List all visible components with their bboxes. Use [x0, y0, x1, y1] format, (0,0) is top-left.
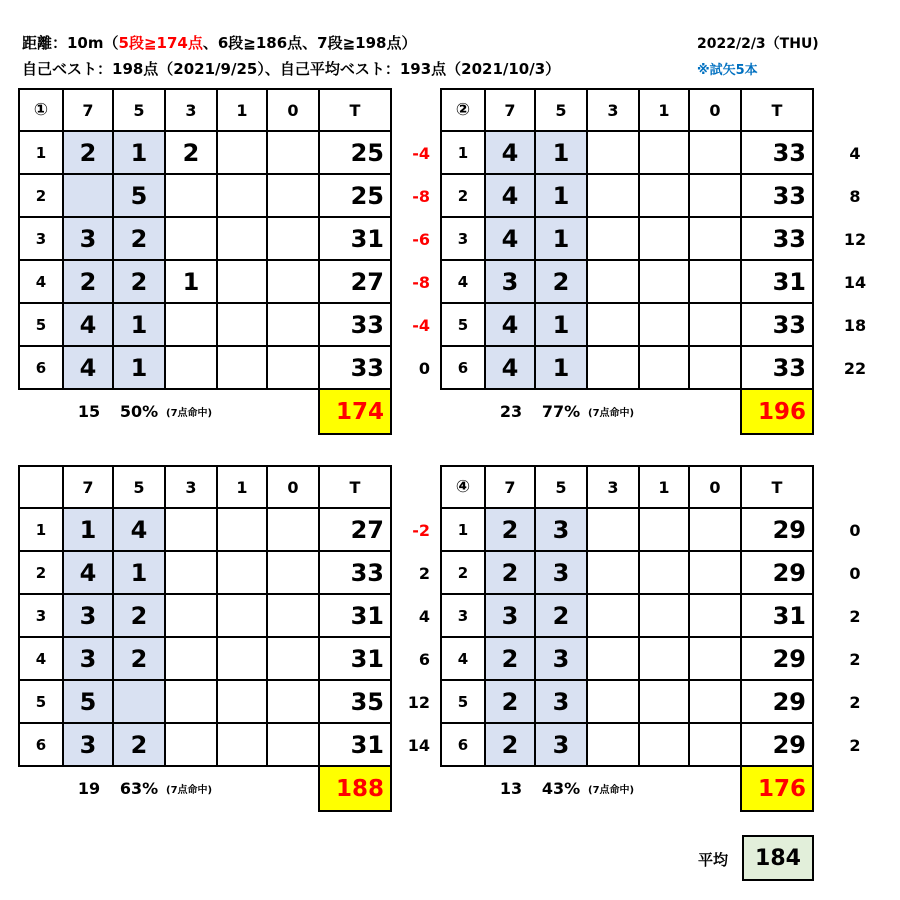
count-1-cell: [640, 595, 690, 638]
average-score: 184: [742, 835, 814, 881]
column-header-7: 7: [486, 90, 536, 132]
score-table: [440, 88, 814, 390]
count-7-cell: 2: [486, 681, 536, 724]
count-5-cell: 1: [114, 304, 166, 347]
hit-percentage: 43%: [541, 779, 581, 798]
count-5-cell: 1: [114, 132, 166, 175]
count-7-cell: [64, 175, 114, 218]
trial-arrows-note: ※試矢5本: [697, 63, 758, 78]
running-difference-column: [396, 509, 430, 767]
end-number: 1: [442, 509, 486, 552]
count-7-cell: 3: [64, 638, 114, 681]
count-3-cell: [588, 595, 640, 638]
end-row: [20, 681, 392, 724]
running-difference: 8: [849, 187, 861, 206]
count-7-cell: 2: [64, 261, 114, 304]
count-5-cell: 2: [114, 261, 166, 304]
count-5-cell: 3: [536, 509, 588, 552]
count-1-cell: [218, 509, 268, 552]
end-row: [20, 304, 392, 347]
column-header-3: 3: [588, 467, 640, 509]
end-total-cell: 27: [320, 261, 392, 304]
count-5-cell: 1: [536, 175, 588, 218]
count-5-cell: 2: [114, 638, 166, 681]
end-total-cell: 35: [320, 681, 392, 724]
count-0-cell: [268, 218, 320, 261]
end-total-cell: 29: [742, 724, 814, 767]
running-difference: -6: [412, 230, 430, 249]
count-1-cell: [640, 552, 690, 595]
end-total-cell: 29: [742, 509, 814, 552]
count-0-cell: [690, 218, 742, 261]
round-total: 176: [740, 765, 814, 812]
count-1-cell: [640, 132, 690, 175]
running-difference: 14: [407, 736, 430, 755]
count-5-cell: 2: [536, 595, 588, 638]
count-0-cell: [268, 347, 320, 390]
date-label: 2022/2/3（THU): [697, 36, 819, 52]
running-difference: -8: [412, 273, 430, 292]
count-0-cell: [268, 304, 320, 347]
running-difference: 12: [407, 693, 430, 712]
running-difference: -4: [412, 144, 430, 163]
count-7-cell: 2: [486, 509, 536, 552]
count-7-cell: 4: [486, 132, 536, 175]
column-header-3: 3: [166, 467, 218, 509]
distance-requirement-highlight: 5段≧174点: [118, 34, 203, 52]
score-table: [440, 465, 814, 767]
count-1-cell: [218, 595, 268, 638]
end-number: 2: [442, 552, 486, 595]
column-header-3: 3: [166, 90, 218, 132]
count-3-cell: [588, 261, 640, 304]
count-0-cell: [268, 261, 320, 304]
header-row: [20, 467, 392, 509]
column-header-1: 1: [640, 90, 690, 132]
count-1-cell: [640, 638, 690, 681]
running-difference: -8: [412, 187, 430, 206]
count-5-cell: 2: [114, 724, 166, 767]
end-number: 5: [20, 304, 64, 347]
end-row: [20, 175, 392, 218]
count-7-cell: 2: [486, 638, 536, 681]
end-row: [442, 175, 814, 218]
end-row: [442, 595, 814, 638]
count-7-cell: 3: [64, 724, 114, 767]
count-3-cell: [166, 552, 218, 595]
count-5-cell: 2: [114, 218, 166, 261]
end-total-cell: 33: [742, 304, 814, 347]
column-header-t: T: [320, 90, 392, 132]
end-total-cell: 33: [320, 304, 392, 347]
count-3-cell: [588, 175, 640, 218]
count-5-cell: 1: [536, 132, 588, 175]
hit-note: (7点命中): [588, 408, 635, 419]
running-difference: 6: [418, 650, 430, 669]
end-row: [20, 595, 392, 638]
column-header-1: 1: [218, 467, 268, 509]
end-total-cell: 31: [742, 595, 814, 638]
end-number: 1: [20, 509, 64, 552]
running-difference: 2: [849, 736, 861, 755]
average-label: 平均: [698, 851, 729, 869]
count-5-cell: 5: [114, 175, 166, 218]
count-0-cell: [690, 347, 742, 390]
end-total-cell: 27: [320, 509, 392, 552]
end-row: [20, 132, 392, 175]
count-3-cell: [166, 681, 218, 724]
end-number: 3: [442, 595, 486, 638]
hit-count: 15: [77, 402, 101, 421]
count-1-cell: [640, 175, 690, 218]
end-number: 6: [442, 724, 486, 767]
end-total-cell: 31: [320, 724, 392, 767]
running-difference-column: [396, 132, 430, 390]
count-0-cell: [268, 724, 320, 767]
end-row: [442, 218, 814, 261]
count-7-cell: 4: [64, 552, 114, 595]
end-row: [20, 638, 392, 681]
count-5-cell: 3: [536, 724, 588, 767]
count-7-cell: 4: [486, 218, 536, 261]
column-header-5: 5: [536, 467, 588, 509]
count-3-cell: [588, 304, 640, 347]
end-number: 4: [20, 638, 64, 681]
score-table: [18, 465, 392, 767]
column-header-7: 7: [486, 467, 536, 509]
hit-count: 23: [499, 402, 523, 421]
round-label: ②: [442, 90, 486, 132]
end-row: [442, 509, 814, 552]
end-total-cell: 33: [320, 347, 392, 390]
end-total-cell: 31: [320, 595, 392, 638]
count-1-cell: [640, 347, 690, 390]
column-header-5: 5: [114, 90, 166, 132]
end-total-cell: 33: [320, 552, 392, 595]
count-0-cell: [690, 552, 742, 595]
column-header-7: 7: [64, 90, 114, 132]
score-table: [18, 88, 392, 390]
end-number: 5: [20, 681, 64, 724]
end-number: 1: [20, 132, 64, 175]
end-total-cell: 25: [320, 175, 392, 218]
hit-count: 13: [499, 779, 523, 798]
count-7-cell: 3: [64, 595, 114, 638]
count-0-cell: [268, 509, 320, 552]
count-3-cell: [588, 347, 640, 390]
column-header-5: 5: [114, 467, 166, 509]
hit-percentage: 63%: [119, 779, 159, 798]
running-difference: 14: [843, 273, 867, 292]
running-difference: 18: [843, 316, 867, 335]
column-header-0: 0: [690, 467, 742, 509]
count-0-cell: [690, 724, 742, 767]
round-total: 188: [318, 765, 392, 812]
count-3-cell: 1: [166, 261, 218, 304]
count-3-cell: [588, 681, 640, 724]
running-difference-column: [835, 132, 875, 390]
distance-suffix: 、6段≧186点、7段≧198点）: [202, 34, 417, 52]
end-row: [442, 552, 814, 595]
distance-prefix: 距離：10m（: [22, 34, 119, 52]
count-1-cell: [218, 724, 268, 767]
column-header-1: 1: [218, 90, 268, 132]
end-number: 3: [442, 218, 486, 261]
end-row: [20, 347, 392, 390]
count-7-cell: 2: [64, 132, 114, 175]
count-0-cell: [690, 304, 742, 347]
end-total-cell: 25: [320, 132, 392, 175]
count-1-cell: [640, 218, 690, 261]
count-1-cell: [640, 261, 690, 304]
count-0-cell: [690, 595, 742, 638]
count-7-cell: 4: [486, 347, 536, 390]
count-5-cell: [114, 681, 166, 724]
end-total-cell: 33: [742, 175, 814, 218]
running-difference: -2: [412, 521, 430, 540]
column-header-t: T: [742, 467, 814, 509]
count-7-cell: 4: [486, 304, 536, 347]
end-row: [442, 347, 814, 390]
column-header-0: 0: [268, 467, 320, 509]
hit-count: 19: [77, 779, 101, 798]
running-difference: 4: [849, 144, 861, 163]
end-number: 3: [20, 595, 64, 638]
count-0-cell: [690, 261, 742, 304]
count-5-cell: 1: [536, 304, 588, 347]
count-3-cell: [166, 509, 218, 552]
count-0-cell: [268, 552, 320, 595]
column-header-3: 3: [588, 90, 640, 132]
end-row: [20, 261, 392, 304]
hit-note: (7点命中): [166, 408, 213, 419]
running-difference: 2: [849, 693, 861, 712]
count-5-cell: 2: [114, 595, 166, 638]
end-row: [442, 724, 814, 767]
end-total-cell: 33: [742, 347, 814, 390]
count-0-cell: [268, 175, 320, 218]
count-0-cell: [690, 132, 742, 175]
personal-best-info: 自己ベスト：198点（2021/9/25）、自己平均ベスト：193点（2021/10/3）: [22, 60, 561, 78]
hit-note: (7点命中): [166, 785, 213, 796]
end-number: 5: [442, 304, 486, 347]
column-header-0: 0: [690, 90, 742, 132]
round-total: 196: [740, 388, 814, 435]
column-header-7: 7: [64, 467, 114, 509]
round-1-scorecard: [18, 88, 458, 438]
count-0-cell: [268, 681, 320, 724]
running-difference: 4: [418, 607, 430, 626]
column-header-1: 1: [640, 467, 690, 509]
count-3-cell: [166, 724, 218, 767]
running-difference: 22: [843, 359, 867, 378]
count-7-cell: 3: [486, 595, 536, 638]
end-number: 4: [442, 638, 486, 681]
end-number: 6: [20, 347, 64, 390]
count-7-cell: 4: [64, 304, 114, 347]
end-number: 2: [442, 175, 486, 218]
count-7-cell: 4: [64, 347, 114, 390]
count-3-cell: [166, 175, 218, 218]
end-total-cell: 31: [320, 218, 392, 261]
header-row: [442, 90, 814, 132]
round-label: [20, 467, 64, 509]
end-row: [20, 724, 392, 767]
running-difference: 0: [418, 359, 430, 378]
end-total-cell: 31: [742, 261, 814, 304]
hit-note: (7点命中): [588, 785, 635, 796]
end-total-cell: 31: [320, 638, 392, 681]
column-header-t: T: [320, 467, 392, 509]
count-0-cell: [690, 175, 742, 218]
count-5-cell: 2: [536, 261, 588, 304]
count-0-cell: [690, 509, 742, 552]
count-5-cell: 1: [536, 218, 588, 261]
count-1-cell: [218, 681, 268, 724]
count-1-cell: [640, 681, 690, 724]
end-row: [442, 261, 814, 304]
end-row: [442, 132, 814, 175]
round-label: ①: [20, 90, 64, 132]
count-3-cell: [166, 304, 218, 347]
count-1-cell: [218, 261, 268, 304]
round-total: 174: [318, 388, 392, 435]
count-7-cell: 2: [486, 724, 536, 767]
count-3-cell: [166, 638, 218, 681]
end-number: 6: [442, 347, 486, 390]
count-1-cell: [218, 552, 268, 595]
count-1-cell: [218, 132, 268, 175]
count-1-cell: [218, 638, 268, 681]
running-difference: -4: [412, 316, 430, 335]
count-7-cell: 2: [486, 552, 536, 595]
count-3-cell: [166, 347, 218, 390]
end-number: 2: [20, 175, 64, 218]
column-header-0: 0: [268, 90, 320, 132]
count-1-cell: [218, 304, 268, 347]
running-difference-column: [835, 509, 875, 767]
count-3-cell: [588, 724, 640, 767]
column-header-t: T: [742, 90, 814, 132]
end-row: [20, 218, 392, 261]
count-7-cell: 5: [64, 681, 114, 724]
end-number: 5: [442, 681, 486, 724]
round-2-scorecard: [440, 88, 880, 438]
end-row: [442, 304, 814, 347]
end-total-cell: 29: [742, 638, 814, 681]
end-total-cell: 33: [742, 218, 814, 261]
count-3-cell: [166, 595, 218, 638]
column-header-5: 5: [536, 90, 588, 132]
count-5-cell: 1: [536, 347, 588, 390]
count-5-cell: 1: [114, 552, 166, 595]
running-difference: 2: [849, 607, 861, 626]
round-3-scorecard: [18, 465, 458, 815]
end-number: 3: [20, 218, 64, 261]
end-row: [20, 552, 392, 595]
count-5-cell: 1: [114, 347, 166, 390]
count-0-cell: [268, 638, 320, 681]
count-7-cell: 3: [486, 261, 536, 304]
end-number: 4: [20, 261, 64, 304]
count-5-cell: 4: [114, 509, 166, 552]
count-3-cell: [588, 218, 640, 261]
count-7-cell: 1: [64, 509, 114, 552]
end-total-cell: 29: [742, 552, 814, 595]
count-3-cell: [166, 218, 218, 261]
end-number: 6: [20, 724, 64, 767]
round-4-scorecard: [440, 465, 880, 815]
end-row: [442, 638, 814, 681]
header-row: [20, 90, 392, 132]
count-1-cell: [640, 304, 690, 347]
count-3-cell: 2: [166, 132, 218, 175]
running-difference: 0: [849, 521, 861, 540]
count-3-cell: [588, 132, 640, 175]
count-1-cell: [218, 347, 268, 390]
count-0-cell: [268, 595, 320, 638]
count-1-cell: [218, 175, 268, 218]
end-row: [20, 509, 392, 552]
count-7-cell: 4: [486, 175, 536, 218]
end-number: 2: [20, 552, 64, 595]
count-0-cell: [690, 681, 742, 724]
end-number: 4: [442, 261, 486, 304]
count-7-cell: 3: [64, 218, 114, 261]
count-0-cell: [268, 132, 320, 175]
count-0-cell: [690, 638, 742, 681]
count-5-cell: 3: [536, 638, 588, 681]
end-number: 1: [442, 132, 486, 175]
end-row: [442, 681, 814, 724]
hit-percentage: 77%: [541, 402, 581, 421]
running-difference: 12: [843, 230, 867, 249]
count-1-cell: [218, 218, 268, 261]
count-3-cell: [588, 638, 640, 681]
distance-info: [22, 32, 416, 53]
header-row: [442, 467, 814, 509]
end-total-cell: 29: [742, 681, 814, 724]
end-total-cell: 33: [742, 132, 814, 175]
running-difference: 0: [849, 564, 861, 583]
count-1-cell: [640, 509, 690, 552]
running-difference: 2: [418, 564, 430, 583]
count-3-cell: [588, 509, 640, 552]
count-5-cell: 3: [536, 552, 588, 595]
hit-percentage: 50%: [119, 402, 159, 421]
count-5-cell: 3: [536, 681, 588, 724]
count-3-cell: [588, 552, 640, 595]
running-difference: 2: [849, 650, 861, 669]
round-label: ④: [442, 467, 486, 509]
count-1-cell: [640, 724, 690, 767]
